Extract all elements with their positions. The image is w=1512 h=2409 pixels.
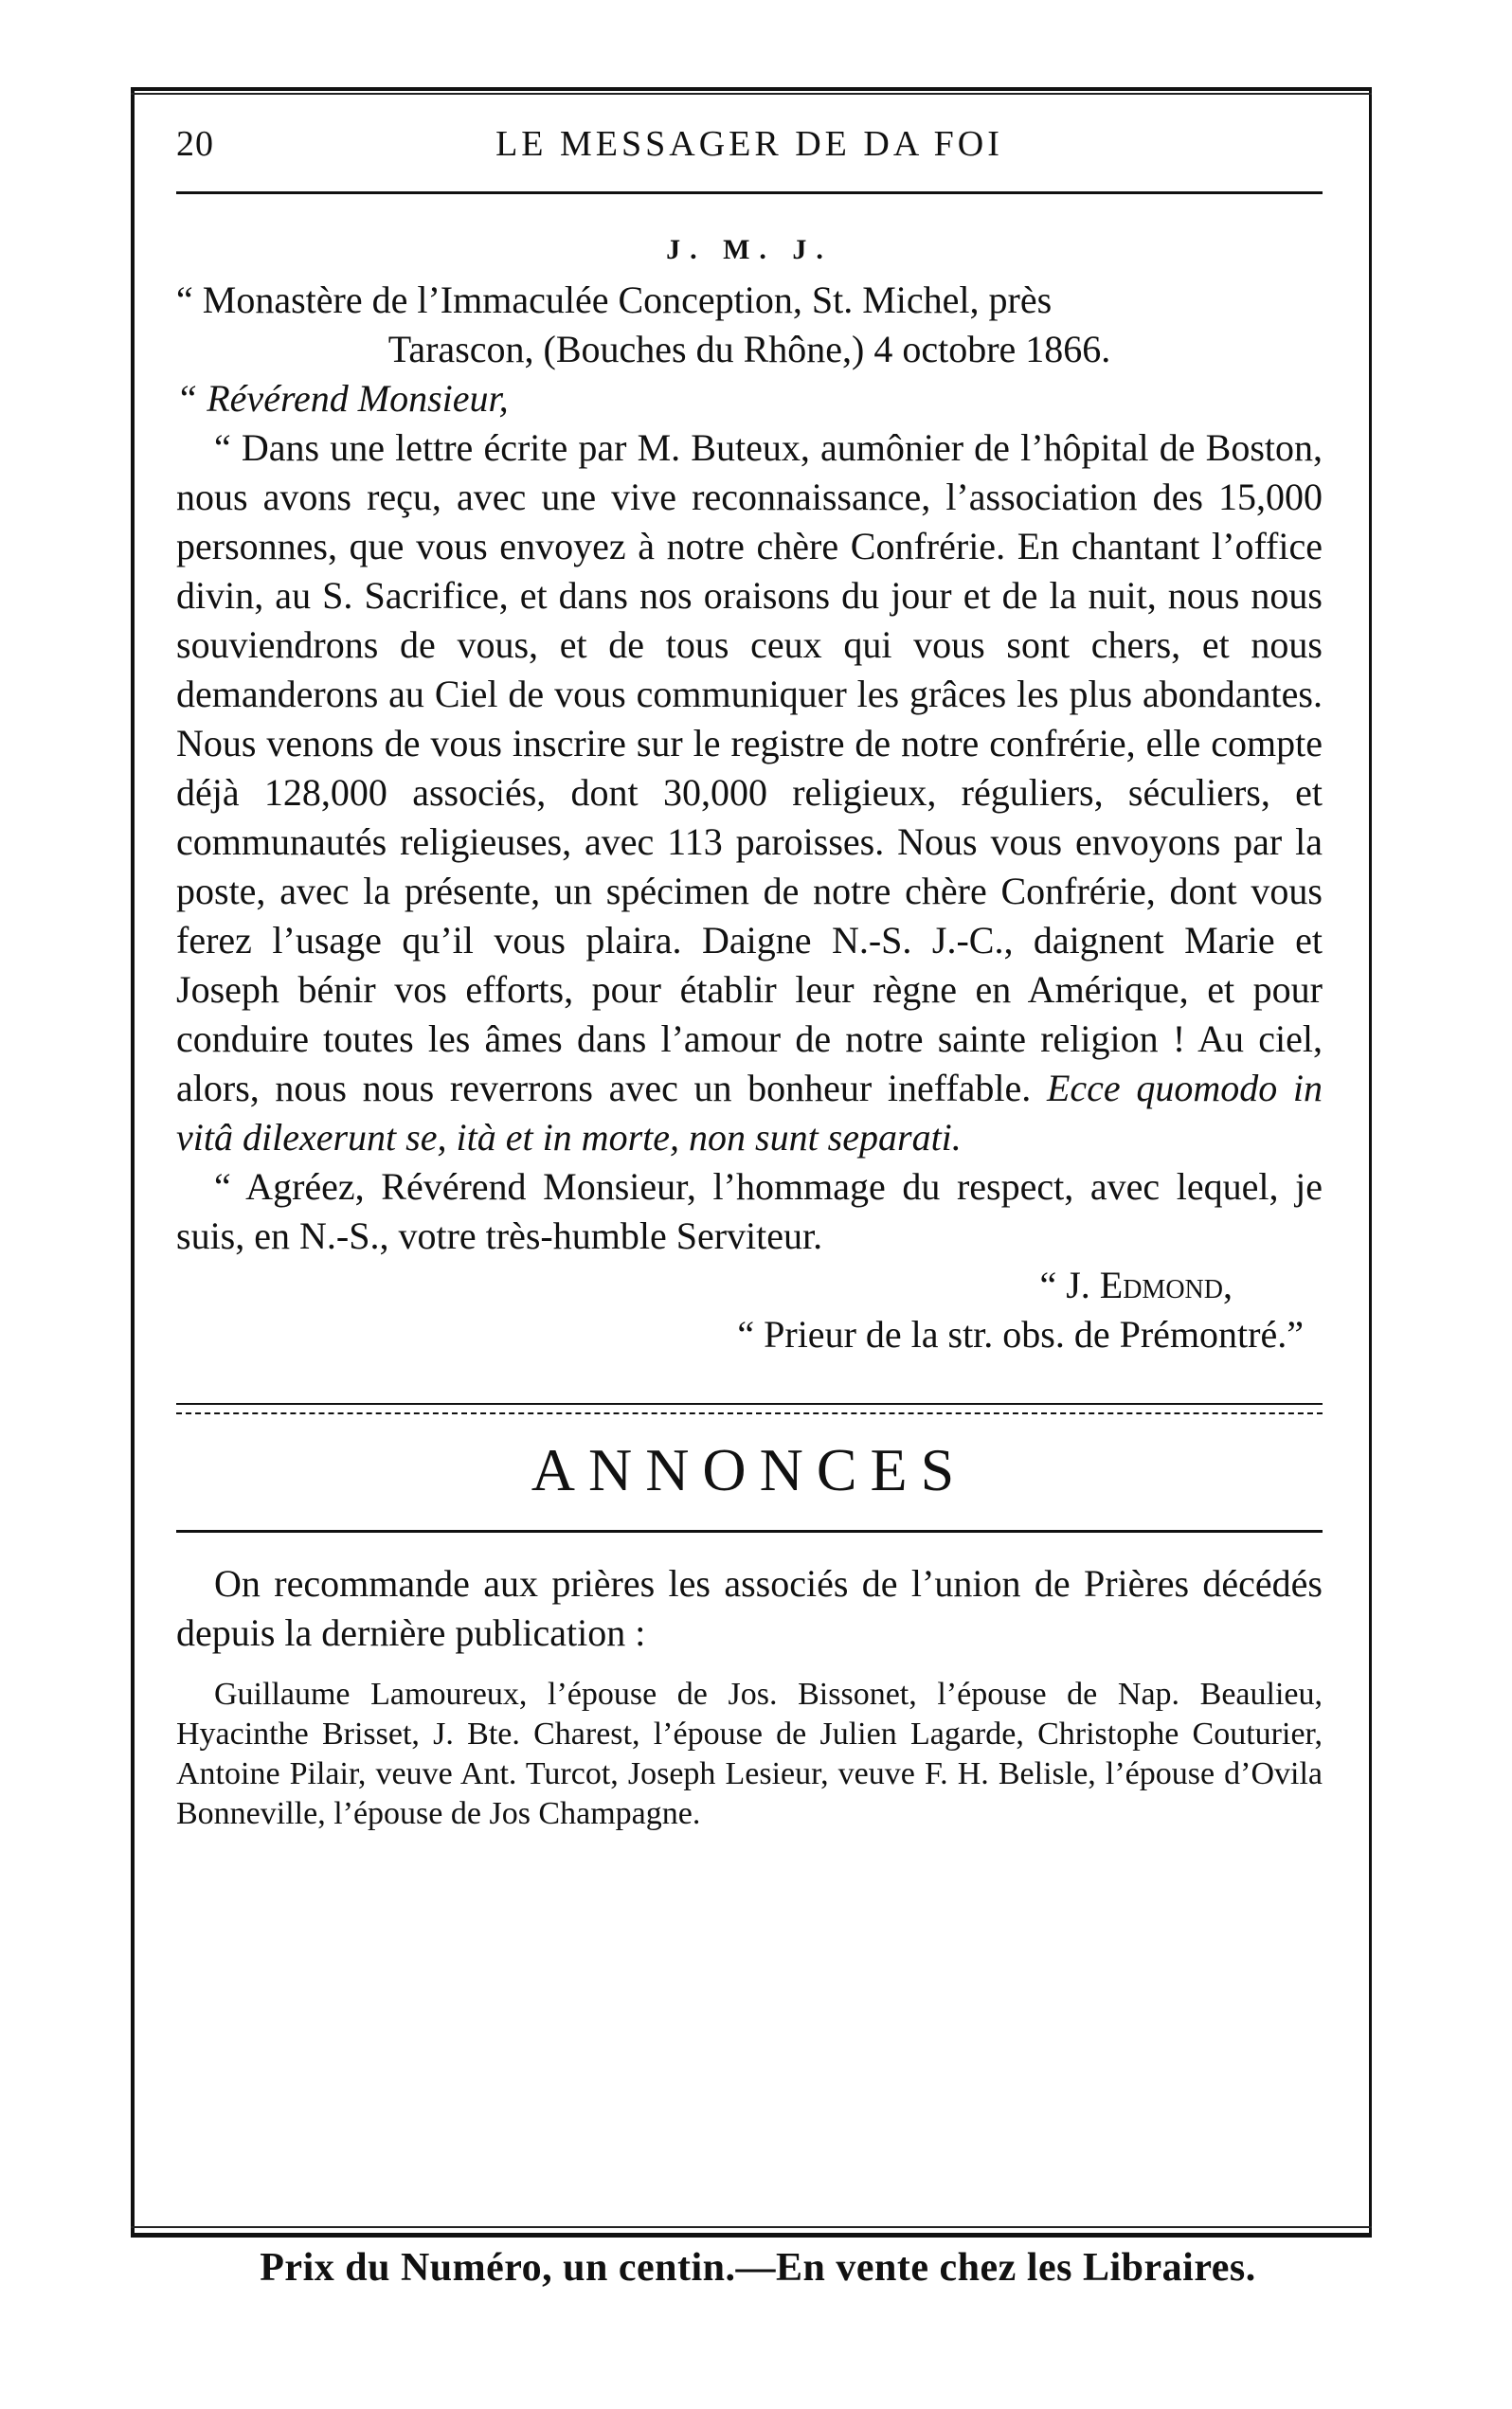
letter-body [176, 423, 1323, 1162]
page-content [176, 123, 1323, 1834]
running-header [176, 123, 1323, 180]
header-rule [176, 191, 1323, 194]
letter-salutation: “ Révérend Monsieur, [176, 377, 509, 420]
letter-body-text: “ Dans une lettre écrite par M. Buteux, aumônier de l’hôpital de Boston, nous avons reçu, avec une vive reconnaissance, l’association des 15,000 personnes, que vous envoyez à notre chère Confrérie. En chantant l’office divin, au S. Sacrifice, et dans nos oraisons du jour et de la nuit, nous nous souviendrons de vous, et de tous ceux qui vous sont chers, et nous demanderons au Ciel de vous communiquer les grâces les plus abondantes. Nous venons de vous inscrire sur le registre de notre confrérie, elle compte déjà 128,000 associés, dont 30,000 religieux, réguliers, séculiers, et communautés religieuses, avec 113 paroisses. Nous vous envoyons par la poste, avec la présente, un spécimen de notre chère Confrérie, dont vous ferez l’usage qu’il vous plaira. Daigne N.-S. J.-C., daignent Marie et Joseph bénir vos efforts, pour établir leur règne en Amérique, et pour conduire toutes les âmes dans l’amour de notre sainte religion ! Au ciel, alors, nous nous reverrons avec un bonheur ineffable. [176, 426, 1323, 1109]
annonces-heading: ANNONCES [531, 1436, 968, 1503]
letter-signature: “ J. Edmond, [1039, 1264, 1233, 1306]
page-number: 20 [176, 124, 214, 164]
section-divider-dashed [176, 1412, 1323, 1414]
frame-inner-bottom-rule [131, 2226, 1372, 2228]
letter-dateline-2: Tarascon, (Bouches du Rhône,) 4 octobre 1866. [387, 328, 1111, 370]
frame-inner-top-rule [131, 93, 1372, 95]
monogram: J. M. J. [666, 234, 833, 265]
running-title: LE MESSAGER DE DA FOI [495, 124, 1003, 164]
section-divider [176, 1403, 1323, 1405]
latin-quote: Ecce quomodo in vitâ dilexerunt se, ità et in morte, non sunt separati. [176, 1067, 1323, 1159]
letter-closing: “ Agréez, Révérend Monsieur, l’hommage du respect, avec lequel, je suis, en N.-S., votre très-humble Serviteur. [176, 1165, 1323, 1257]
annonces-intro: On recommande aux prières les associés de l’union de Prières décédés depuis la dernière publication : [176, 1562, 1323, 1654]
letter-signatory-title: “ Prieur de la str. obs. de Prémontré.” [737, 1313, 1304, 1356]
letter-dateline-1: “ Monastère de l’Immaculée Conception, St. Michel, près [176, 279, 1053, 321]
annonces-rule [176, 1530, 1323, 1533]
deceased-names: Guillaume Lamoureux, l’épouse de Jos. Bissonet, l’épouse de Nap. Beaulieu, Hyacinthe Brisset, J. Bte. Charest, l’épouse de Julien Lagarde, Christophe Couturier, Antoine Pilair, veuve Ant. Turcot, Joseph Lesieur, veuve F. H. Belisle, l’épouse d’Ovila Bonneville, l’épouse de Jos Champagne. [176, 1677, 1323, 1831]
price-footer: Prix du Numéro, un centin.—En vente chez les Libraires. [260, 2246, 1256, 2290]
